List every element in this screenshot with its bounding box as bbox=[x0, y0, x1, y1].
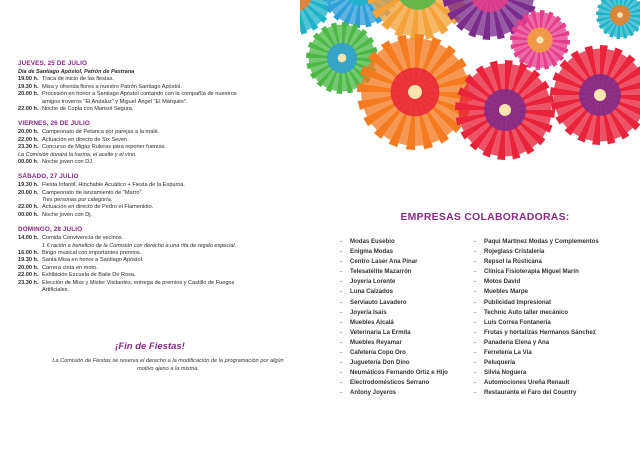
company-item bbox=[340, 237, 480, 247]
company-item bbox=[340, 308, 480, 318]
company-item bbox=[340, 247, 480, 257]
list-dash: - bbox=[474, 248, 477, 256]
day-title: DOMINGO, 28 JULIO bbox=[18, 226, 83, 234]
list-dash: - bbox=[474, 328, 477, 336]
list-dash: - bbox=[474, 389, 477, 397]
company-name: Rojeglass Cristalería bbox=[484, 248, 545, 256]
list-dash: - bbox=[474, 288, 477, 296]
company-item bbox=[340, 287, 480, 297]
company-name: Technic Auto taller mecánico bbox=[484, 308, 568, 316]
event-row bbox=[18, 287, 318, 294]
list-dash: - bbox=[340, 349, 343, 357]
company-item bbox=[474, 257, 640, 267]
event-row bbox=[18, 272, 318, 279]
day-title: JUEVES, 25 DE JULIO bbox=[18, 60, 88, 67]
event-row bbox=[18, 129, 318, 136]
company-item bbox=[340, 267, 480, 277]
event-time: 16.00 h. bbox=[18, 249, 39, 256]
list-dash: - bbox=[340, 308, 343, 316]
event-description: Elección de Miss y Mister Visitantes, entrega de premios y Castillo de Fuegos bbox=[42, 279, 235, 286]
event-description: amigos troveros "El Andaluz" y Miguel Ángel "El Marqués". bbox=[42, 98, 188, 105]
event-description: Campeonato de lanzamiento de "Marro". bbox=[42, 189, 143, 196]
paper-fan bbox=[550, 45, 640, 145]
company-name: Antony Joyeros bbox=[350, 389, 397, 397]
disclaimer bbox=[18, 357, 318, 373]
programme-note: 1 € ración a beneficio de la Comisión con derecho a una rifa de regalo especial. bbox=[42, 242, 237, 249]
companies-column-2 bbox=[474, 237, 640, 399]
company-item bbox=[474, 318, 640, 328]
programme-note: La Comisión donará la harina, el aceite y el vino. bbox=[18, 151, 137, 158]
company-name: Automociones Ureña Renault bbox=[484, 379, 570, 387]
event-row bbox=[18, 204, 318, 211]
company-item bbox=[474, 388, 640, 398]
list-dash: - bbox=[474, 359, 477, 367]
company-item bbox=[340, 318, 480, 328]
disclaimer-line: motivo ajeno a la misma. bbox=[137, 366, 199, 372]
company-item bbox=[474, 237, 640, 247]
disclaimer-line: La Comisión de Fiestas se reserva el derecho a la modificación de la programación por algún bbox=[52, 358, 284, 364]
event-time bbox=[18, 99, 42, 106]
company-name: Panadería Elena y Ana bbox=[484, 338, 550, 346]
event-time: 19.30 h. bbox=[18, 182, 39, 189]
list-dash: - bbox=[474, 238, 477, 245]
list-dash: - bbox=[340, 338, 343, 346]
list-dash: - bbox=[340, 288, 343, 296]
list-dash: - bbox=[340, 359, 343, 367]
event-time: 19.00 h. bbox=[18, 76, 39, 83]
company-item bbox=[474, 358, 640, 368]
event-row bbox=[18, 76, 318, 83]
company-name: Motos David bbox=[484, 278, 521, 286]
company-name: Luna Calzados bbox=[350, 288, 394, 296]
list-dash: - bbox=[474, 338, 477, 346]
company-name: Clínica Fisioterapia Miguel Marín bbox=[484, 268, 579, 276]
company-name: Paqui Martínez Modas y Complementos bbox=[484, 238, 599, 245]
company-item bbox=[474, 267, 640, 277]
list-dash: - bbox=[340, 298, 343, 306]
event-description: Fiesta Infantil, Hinchable Acuático + Fiesta de la Espuma. bbox=[42, 182, 185, 189]
day-title: SÁBADO, 27 JULIO bbox=[18, 173, 79, 181]
company-name: Frutas y hortalizas Hermanos Sánchez bbox=[484, 328, 596, 336]
event-time: 20.00 h. bbox=[18, 264, 39, 271]
list-dash: - bbox=[340, 389, 343, 397]
event-description: Artificiales. bbox=[42, 286, 70, 293]
company-name: Modas Eusebio bbox=[350, 238, 395, 245]
list-dash: - bbox=[340, 248, 343, 256]
event-row bbox=[18, 99, 318, 106]
programme-note: Tres personas por categoría. bbox=[42, 197, 113, 204]
list-dash: - bbox=[340, 238, 343, 245]
event-time: 19.30 h. bbox=[18, 83, 39, 90]
company-name: Neumáticos Fernando Ortiz e Hijo bbox=[350, 369, 448, 377]
company-name: Ferretería La Vía bbox=[484, 349, 532, 357]
list-dash: - bbox=[340, 258, 343, 266]
event-time: 23.30 h. bbox=[18, 279, 39, 286]
company-item bbox=[340, 388, 480, 398]
list-dash: - bbox=[340, 379, 343, 387]
event-description: Noche de Copla con Marisol Segura. bbox=[42, 105, 134, 112]
list-dash: - bbox=[474, 298, 477, 306]
paper-fan bbox=[357, 34, 473, 150]
event-row bbox=[18, 190, 318, 197]
company-item bbox=[474, 287, 640, 297]
company-name: Juguetería Don Dino bbox=[350, 359, 410, 367]
event-time bbox=[18, 287, 42, 294]
fin-de-fiestas: ¡Fin de Fiestas! bbox=[115, 341, 185, 352]
event-time: 20.00 h. bbox=[18, 91, 39, 98]
company-name: Repsol la Rústicana bbox=[484, 258, 542, 266]
list-dash: - bbox=[340, 278, 343, 286]
event-row bbox=[18, 212, 318, 219]
list-dash: - bbox=[474, 278, 477, 286]
paper-fan bbox=[596, 0, 640, 39]
company-item bbox=[474, 348, 640, 358]
company-item bbox=[474, 308, 640, 318]
company-name: Silvia Noguera bbox=[484, 369, 527, 377]
event-row bbox=[18, 159, 318, 166]
event-row bbox=[18, 265, 318, 272]
company-name: Peluquería bbox=[484, 359, 516, 367]
event-description: Concurso de Migas Ruleras para reponer fuerzas. bbox=[42, 144, 167, 151]
event-description: Carrera cinta en moto. bbox=[42, 264, 98, 271]
company-item bbox=[474, 328, 640, 338]
event-description: Procesión en honor a Santiago Apóstol contando con la compañía de nuestros bbox=[42, 91, 237, 98]
list-dash: - bbox=[340, 328, 343, 336]
company-name: Luis Correa Fontanería bbox=[484, 318, 551, 326]
event-time: 14.00 h. bbox=[18, 235, 39, 242]
event-row bbox=[18, 182, 318, 189]
company-name: Electrodomésticos Serrano bbox=[350, 379, 430, 387]
event-description: Comida Convivencia de vecinos. bbox=[42, 235, 124, 242]
event-description: Misa y ofrenda flores a nuestro Patrón Santiago Apóstol. bbox=[42, 83, 182, 90]
list-dash: - bbox=[474, 318, 477, 326]
event-time: 22.00 h. bbox=[18, 272, 39, 279]
event-description: Campeonato de Petanca por parejas a la malé. bbox=[42, 129, 160, 136]
event-time: 19.30 h. bbox=[18, 257, 39, 264]
company-name: Serviauto Lavadero bbox=[350, 298, 407, 306]
company-name: Veterinaria La Ermita bbox=[350, 328, 411, 336]
event-row bbox=[18, 235, 318, 242]
programme-note: Día de Santiago Apóstol, Patrón de Pastrana bbox=[18, 69, 135, 75]
company-item bbox=[340, 348, 480, 358]
event-time: 23.30 h. bbox=[18, 144, 39, 151]
company-item bbox=[340, 378, 480, 388]
company-item bbox=[474, 247, 640, 257]
company-item bbox=[340, 257, 480, 267]
list-dash: - bbox=[340, 369, 343, 377]
paper-fan bbox=[455, 60, 555, 160]
event-row bbox=[18, 91, 318, 98]
event-description: Actuación en directo de Pedro el Flamenkito. bbox=[42, 204, 154, 211]
event-description: Actuación en directo de Six Seven. bbox=[42, 136, 129, 143]
list-dash: - bbox=[340, 318, 343, 326]
company-name: Joyería Isaís bbox=[350, 308, 387, 316]
company-name: Muebles Marpe bbox=[484, 288, 529, 296]
company-item bbox=[340, 358, 480, 368]
event-row bbox=[18, 280, 318, 287]
day-section bbox=[18, 120, 318, 166]
event-description: Traca de inicio de las fiestas. bbox=[42, 76, 114, 83]
company-item bbox=[340, 328, 480, 338]
company-name: Enigma Modas bbox=[350, 248, 394, 256]
event-description: Exhibición Escuela de Baile De Rosa. bbox=[42, 272, 136, 279]
company-name: Centro Laser Ana Pinar bbox=[350, 258, 418, 266]
event-description: Santa Misa en honor a Santiago Apóstol. bbox=[42, 257, 144, 264]
company-name: Publicidad Impresionat bbox=[484, 298, 552, 306]
event-row bbox=[18, 257, 318, 264]
event-row bbox=[18, 137, 318, 144]
day-section bbox=[18, 226, 318, 294]
list-dash: - bbox=[340, 268, 343, 276]
company-item bbox=[340, 338, 480, 348]
company-item bbox=[474, 378, 640, 388]
list-dash: - bbox=[474, 258, 477, 266]
company-name: Restaurante el Faro del Country bbox=[484, 389, 577, 397]
list-dash: - bbox=[474, 369, 477, 377]
list-dash: - bbox=[474, 268, 477, 276]
day-section bbox=[18, 60, 318, 113]
company-name: Joyería Lorente bbox=[350, 278, 396, 286]
event-time: 22.00 h. bbox=[18, 105, 39, 112]
event-row bbox=[18, 106, 318, 113]
company-name: Cafetería Copo Oro bbox=[350, 349, 406, 357]
event-description: Noche joven con DJ. bbox=[42, 158, 94, 165]
company-item bbox=[474, 277, 640, 287]
company-item bbox=[340, 368, 480, 378]
event-time: 00.00 h. bbox=[18, 211, 39, 218]
company-item bbox=[340, 277, 480, 287]
paper-fans-decoration bbox=[300, 0, 640, 200]
list-dash: - bbox=[474, 308, 477, 316]
event-description: Bingo musical con importantes premios. bbox=[42, 249, 142, 256]
company-item bbox=[474, 368, 640, 378]
companies-title: EMPRESAS COLABORADORAS: bbox=[400, 212, 570, 223]
event-time: 22.00 h. bbox=[18, 204, 39, 211]
day-title: VIERNES, 26 DE JULIO bbox=[18, 120, 90, 128]
list-dash: - bbox=[474, 349, 477, 357]
event-time: 22.00 h. bbox=[18, 136, 39, 143]
company-name: Muebles Reyamar bbox=[350, 338, 402, 346]
event-row bbox=[18, 250, 318, 257]
company-name: Telesatélite Mazarrón bbox=[350, 268, 412, 276]
programme bbox=[18, 60, 318, 301]
event-time: 00.00 h. bbox=[18, 158, 39, 165]
event-time: 20.00 h. bbox=[18, 189, 39, 196]
event-description: Noche joven con Dj. bbox=[42, 211, 93, 218]
event-row bbox=[18, 84, 318, 91]
list-dash: - bbox=[474, 379, 477, 387]
event-time: 20.00 h. bbox=[18, 129, 39, 136]
company-item bbox=[474, 298, 640, 308]
company-item bbox=[474, 338, 640, 348]
event-row bbox=[18, 144, 318, 151]
companies-column-1 bbox=[340, 237, 480, 399]
company-name: Muebles Alcalá bbox=[350, 318, 394, 326]
company-item bbox=[340, 298, 480, 308]
day-section bbox=[18, 173, 318, 219]
